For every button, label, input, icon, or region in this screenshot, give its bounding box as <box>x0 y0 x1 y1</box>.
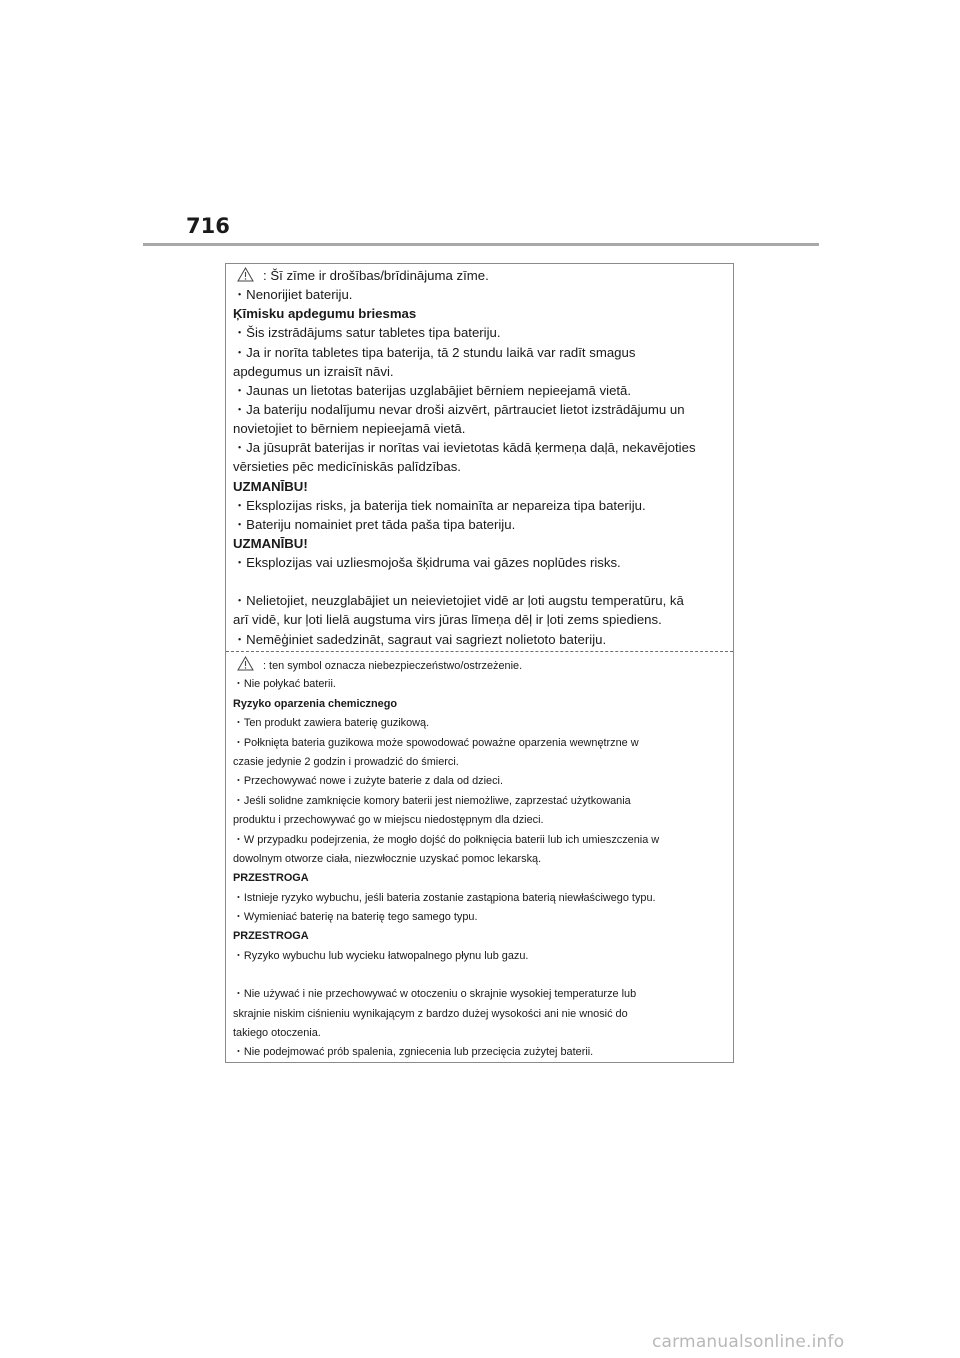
latvian-text-line: ・Nenorijiet bateriju. <box>233 287 353 303</box>
latvian-section <box>233 266 728 650</box>
section-divider <box>226 651 733 652</box>
polish-text-line <box>233 966 728 985</box>
latvian-text-line: ・Eksplozijas vai uzliesmojoša šķidruma vai gāzes noplūdes risks. <box>233 555 621 571</box>
polish-text-line: ・Ryzyko wybuchu lub wycieku łatwopalnego płynu lub gazu. <box>233 949 529 962</box>
polish-text-line: ・Nie podejmować prób spalenia, zgniecenia lub przecięcia zużytej baterii. <box>233 1046 594 1059</box>
polish-text-line: ・Nie połykać baterii. <box>233 678 336 691</box>
latvian-text-line: vērsieties pēc medicīniskās palīdzības. <box>233 459 461 475</box>
latvian-text-line: ・Ja ir norīta tabletes tipa baterija, tā 2 stundu laikā var radīt smagus <box>233 344 636 360</box>
watermark: carmanualsonline.info <box>652 1332 845 1352</box>
polish-text-line: ・Połknięta bateria guzikowa może spowodować poważne oparzenia wewnętrzne w <box>233 736 639 749</box>
polish-text-line: skrajnie niskim ciśnieniu wynikającym z bardzo dużej wysokości ani nie wnosić do <box>233 1007 628 1020</box>
polish-text-line: ・W przypadku podejrzenia, że mogło dojść do połknięcia baterii lub ich umieszczenia w <box>233 833 660 846</box>
polish-text-line: ・Przechowywać nowe i zużyte baterie z dala od dzieci. <box>233 775 503 788</box>
polish-text-line: ・Istnieje ryzyko wybuchu, jeśli bateria zostanie zastąpiona baterią niewłaściwego typu. <box>233 891 656 904</box>
latvian-heading: Ķīmisku apdegumu briesmas <box>233 306 417 322</box>
polish-text-line: ・Nie używać i nie przechowywać w otoczeniu o skrajnie wysokiej temperaturze lub <box>233 988 637 1001</box>
latvian-text-line: ・Ja jūsuprāt baterijas ir norītas vai ievietotas kādā ķermeņa daļā, nekavējoties <box>233 440 696 456</box>
polish-text-line: ・Jeśli solidne zamknięcie komory baterii jest niemożliwe, zaprzestać użytkowania <box>233 794 631 807</box>
polish-heading: Ryzyko oparzenia chemicznego <box>233 697 398 710</box>
polish-text-line: czasie jedynie 2 godzin i prowadzić do śmierci. <box>233 755 459 768</box>
warning-triangle-icon <box>237 656 254 671</box>
latvian-text-line: ・Nemēģiniet sadedzināt, sagraut vai sagriezt nolietoto bateriju. <box>233 631 607 647</box>
polish-text-line: dowolnym otworze ciała, niezwłocznie uzyskać pomoc lekarską. <box>233 852 542 865</box>
latvian-text-line: arī vidē, kur ļoti lielā augstuma virs jūras līmeņa dēļ ir ļoti zems spiediens. <box>233 612 662 628</box>
latvian-text-line: ・Nelietojiet, neuzglabājiet un neievietojiet vidē ar ļoti augstu temperatūru, kā <box>233 593 684 609</box>
latvian-text-line: ・Jaunas un lietotas baterijas uzglabājiet bērniem nepieejamā vietā. <box>233 382 632 398</box>
latvian-text-line: ・Šis izstrādājums satur tabletes tipa bateriju. <box>233 325 501 341</box>
latvian-symbol-note <box>233 266 728 285</box>
warning-triangle-icon <box>237 267 254 282</box>
polish-heading: PRZESTROGA <box>233 930 309 943</box>
latvian-text-line <box>233 572 728 591</box>
latvian-text-line: novietojiet to bērniem nepieejamā vietā. <box>233 421 466 437</box>
page-number: 716 <box>186 214 230 238</box>
latvian-text-line: ・Bateriju nomainiet pret tāda paša tipa bateriju. <box>233 516 516 532</box>
polish-heading: PRZESTROGA <box>233 872 309 885</box>
latvian-text-line: apdegumus un izraisīt nāvi. <box>233 363 394 379</box>
latvian-text-line: ・Eksplozijas risks, ja baterija tiek nomainīta ar nepareiza tipa bateriju. <box>233 497 646 513</box>
polish-section <box>233 656 728 1060</box>
latvian-heading: UZMANĪBU! <box>233 535 308 551</box>
latvian-symbol-note-text: : Šī zīme ir drošības/brīdinājuma zīme. <box>263 268 489 283</box>
latvian-heading: UZMANĪBU! <box>233 478 308 494</box>
polish-text-line: takiego otoczenia. <box>233 1027 321 1040</box>
polish-text-line: produktu i przechowywać go w miejscu niedostępnym dla dzieci. <box>233 814 544 827</box>
polish-text-line: ・Wymieniać baterię na baterię tego samego typu. <box>233 911 478 924</box>
polish-text-line: ・Ten produkt zawiera baterię guzikową. <box>233 717 430 730</box>
polish-symbol-note-text: : ten symbol oznacza niebezpieczeństwo/ostrzeżenie. <box>263 660 523 672</box>
header-rule <box>143 243 819 246</box>
latvian-text-line: ・Ja bateriju nodalījumu nevar droši aizvērt, pārtrauciet lietot izstrādājumu un <box>233 401 685 417</box>
polish-symbol-note <box>233 656 728 675</box>
